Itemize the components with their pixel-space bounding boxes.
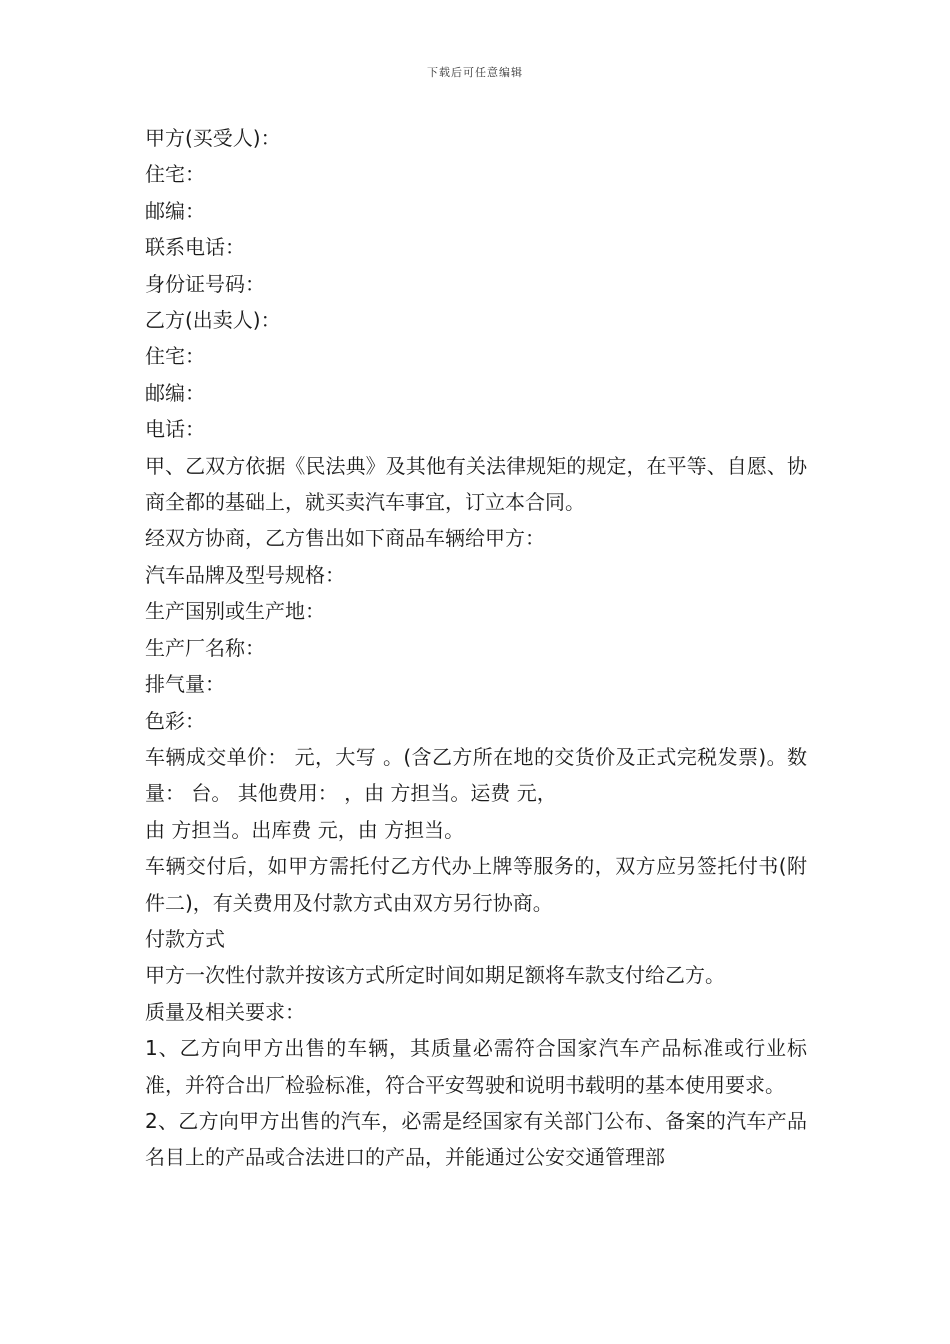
party-b-postcode: 邮编：: [145, 380, 205, 405]
vehicle-origin: 生产国别或生产地：: [145, 599, 325, 624]
delivery-fee-clause: 由 方担当。出库费 元，由 方担当。: [145, 817, 465, 842]
vehicle-color: 色彩：: [145, 708, 205, 733]
vehicle-displacement: 排气量：: [145, 672, 225, 697]
party-a-id-number: 身份证号码：: [145, 271, 265, 296]
page-header: 下载后可任意编辑: [427, 66, 523, 79]
party-a-phone: 联系电话：: [145, 235, 245, 260]
party-a-postcode: 邮编：: [145, 198, 205, 223]
payment-method-text: 甲方一次性付款并按该方式所定时间如期足额将车款支付给乙方。: [145, 963, 725, 988]
sale-statement: 经双方协商，乙方售出如下商品车辆给甲方：: [145, 526, 545, 551]
document-body: [145, 120, 807, 1176]
party-a-label: 甲方(买受人)：: [145, 126, 281, 150]
party-a-address: 住宅：: [145, 162, 205, 187]
party-b-phone: 电话：: [145, 417, 205, 442]
party-b-address: 住宅：: [145, 344, 205, 369]
registration-service-clause: 车辆交付后，如甲方需托付乙方代办上牌等服务的，双方应另签托付书(附件二)，有关费用及付款方式由双方另行协商。: [145, 854, 807, 915]
party-b-label: 乙方(出卖人)：: [145, 308, 281, 333]
price-clause: 车辆成交单价： 元，大写 。(含乙方所在地的交货价及正式完税发票)。数量： 台。 其他费用： ，由 方担当。运费 元，: [145, 744, 807, 806]
contract-preamble: 甲、乙双方依据《民法典》及其他有关法律规矩的规定，在平等、自愿、协商全都的基础上，就买卖汽车事宜，订立本合同。: [145, 453, 807, 515]
quality-item-2: 2、乙方向甲方出售的汽车，必需是经国家有关部门公布、备案的汽车产品名目上的产品或合法进口的产品，并能通过公安交通管理部: [145, 1108, 807, 1170]
vehicle-brand-model: 汽车品牌及型号规格：: [145, 562, 345, 587]
quality-heading: 质量及相关要求：: [145, 999, 305, 1024]
payment-method-heading: 付款方式: [145, 926, 225, 951]
quality-item-1: 1、乙方向甲方出售的车辆，其质量必需符合国家汽车产品标准或行业标准，并符合出厂检验标准，符合平安驾驶和说明书载明的基本使用要求。: [145, 1036, 807, 1097]
vehicle-manufacturer: 生产厂名称：: [145, 635, 265, 660]
